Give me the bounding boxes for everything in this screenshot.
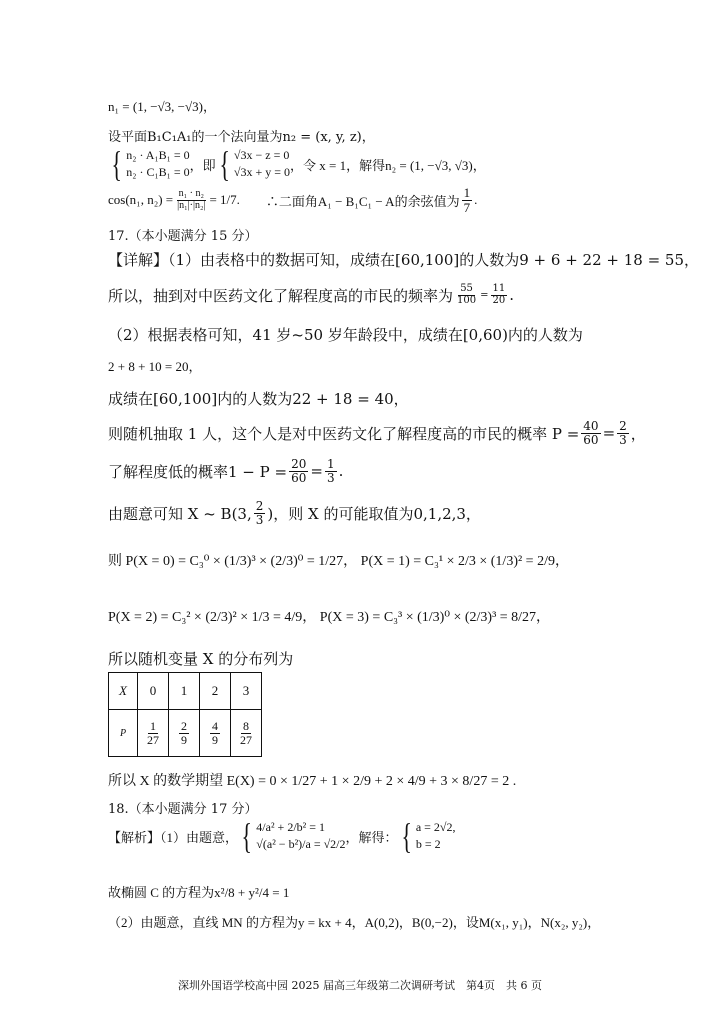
plane-normal-setup: 设平面B₁C₁A₁的一个法向量为n₂ = (x, y, z)， [108, 130, 375, 145]
cosine-value: = 1/7. [209, 192, 240, 208]
system-solution: ，令 x = 1，解得n₂ = (1, −√3, √3)， [290, 157, 486, 173]
q17-count-high: 成绩在[60,100]内的人数为22 + 18 = 40， [108, 390, 409, 408]
table-row-p [109, 710, 262, 757]
system-left-row-2: n₂ · C₁B₁ = 0 [126, 165, 190, 179]
q18-part1-system [108, 818, 456, 854]
system-right-row-1: √3x − z = 0 [233, 148, 290, 163]
dihedral-conclusion: ∴二面角A₁ − B₁C₁ − A的余弦值为 [265, 193, 460, 209]
system-right-row-2: √3x + y = 0 [233, 165, 291, 179]
ellipse-conditions: { 4/a² + 2/b² = 1 √(a² − b²)/a = √2/2 [241, 816, 346, 856]
table-cell-x3: 3 [231, 673, 262, 710]
question-18-heading: 18.（本小题满分 17 分） [108, 802, 258, 817]
table-cell-p3: $\frac{8}{27}$ [231, 710, 262, 757]
table-cell-p1: $\frac{2}{9}$ [169, 710, 200, 757]
table-cell-p0: $\frac{1}{27}$ [138, 710, 169, 757]
q18-ellipse-equation: 故椭圆 C 的方程为x²/8 + y²/4 = 1 [108, 885, 290, 900]
binomial-fraction: $\frac{2}{3}$ [255, 499, 264, 527]
probability-fraction-1: $\frac{40}{60}$ [583, 419, 599, 447]
system-left-row-1: n₂ · A₁B₁ = 0 [126, 148, 190, 163]
probability-text: 则随机抽取 1 人，这个人是对中医药文化了解程度高的市民的概率 P = [108, 424, 580, 443]
equals: = [310, 462, 323, 481]
normal-vector-n1: n₁ = (1, −√3, −√3)， [108, 99, 216, 114]
system-left: { n₂ · A₁B₁ = 0 n₂ · C₁B₁ = 0 [111, 144, 190, 184]
normal-vector-system [108, 146, 486, 182]
probability-low-fraction-1: $\frac{20}{60}$ [291, 457, 307, 485]
frequency-fraction-1: $\frac{55}{100}$ [457, 283, 477, 306]
page-footer: 深圳外国语学校高中园 2025 届高三年级第二次调研考试 第4页 共 6 页 [178, 979, 542, 992]
table-row-x [109, 673, 262, 710]
table-cell-p-label: P [109, 710, 138, 757]
ellipse-condition-2: √(a² − b²)/a = √2/2 [256, 837, 346, 851]
cosine-fraction: $\frac{\text{n₁ · n₂}}{\text{|n₁|·|n₂|}}$ [177, 188, 206, 211]
q17-prob-0-1: 则 P(X = 0) = C₃⁰ × (1/3)³ × (2/3)⁰ = 1/27， P(X = 1) = C₃¹ × 2/3 × (1/3)² = 2/9， [108, 554, 569, 569]
q18-intro: 【解析】（1）由题意， [108, 829, 239, 845]
q17-frequency-line [108, 284, 514, 306]
equals: = [480, 289, 489, 301]
q17-part2-line1: （2）根据表格可知，41 岁~50 岁年龄段中，成绩在[0,60)内的人数为 [108, 326, 583, 344]
ellipse-solution: { a = 2√2, b = 2 [400, 816, 456, 856]
table-cell-x2: 2 [200, 673, 231, 710]
table-cell-x-label: X [109, 673, 138, 710]
frequency-fraction-2: $\frac{11}{20}$ [492, 283, 506, 306]
system-connector: ，即 [189, 157, 216, 173]
dihedral-cosine-line [108, 186, 477, 214]
q17-count-low: 2 + 8 + 10 = 20， [108, 359, 202, 374]
period: . [474, 192, 478, 208]
table-cell-x0: 0 [138, 673, 169, 710]
distribution-table [108, 672, 262, 757]
probability-low-fraction-2: $\frac{1}{3}$ [326, 457, 335, 485]
ellipse-solution-b: b = 2 [415, 837, 441, 851]
probability-fraction-2: $\frac{2}{3}$ [619, 419, 627, 447]
period: . [509, 286, 515, 304]
q17-probability-high [108, 420, 646, 446]
q17-part1-line1: 【详解】（1）由表格中的数据可知，成绩在[60,100]的人数为9 + 6 + 22 + 18 = 55， [108, 251, 700, 269]
cosine-label: cos(n₁, n₂) = [108, 192, 174, 208]
q17-expectation: 所以 X 的数学期望 E(X) = 0 × 1/27 + 1 × 2/9 + 2 × 4/9 + 3 × 8/27 = 2 . [108, 774, 517, 789]
ellipse-condition-1: 4/a² + 2/b² = 1 [256, 820, 326, 835]
question-17-heading: 17.（本小题满分 15 分） [108, 229, 258, 244]
binomial-values: )，则 X 的可能取值为0,1,2,3， [267, 504, 481, 523]
q18-part2-line: （2）由题意，直线 MN 的方程为y = kx + 4，A(0,2)，B(0,−2)，设M(x₁, y₁)，N(x₂, y₂)， [108, 915, 601, 930]
frequency-text: 所以，抽到对中医药文化了解程度高的市民的频率为 [108, 286, 454, 305]
table-cell-x1: 1 [169, 673, 200, 710]
dihedral-fraction: $\frac{1}{7}$ [463, 185, 471, 215]
binomial-text: 由题意可知 X ~ B(3, [108, 504, 252, 523]
table-cell-p2: $\frac{4}{9}$ [200, 710, 231, 757]
q17-distribution-heading: 所以随机变量 X 的分布列为 [108, 650, 294, 668]
solve-connector: ，解得： [345, 829, 398, 845]
probability-low-text: 了解程度低的概率1 − P = [108, 462, 288, 481]
ellipse-solution-a: a = 2√2, [415, 820, 456, 835]
comma: ， [630, 424, 646, 443]
period: . [338, 462, 344, 481]
q17-probability-low [108, 458, 343, 484]
q17-prob-2-3: P(X = 2) = C₃² × (2/3)² × 1/3 = 4/9， P(X = 3) = C₃³ × (1/3)⁰ × (2/3)³ = 8/27， [108, 610, 551, 625]
equals: = [602, 424, 616, 443]
q17-binomial-line [108, 500, 481, 526]
system-right: { √3x − z = 0 √3x + y = 0 [219, 144, 291, 184]
